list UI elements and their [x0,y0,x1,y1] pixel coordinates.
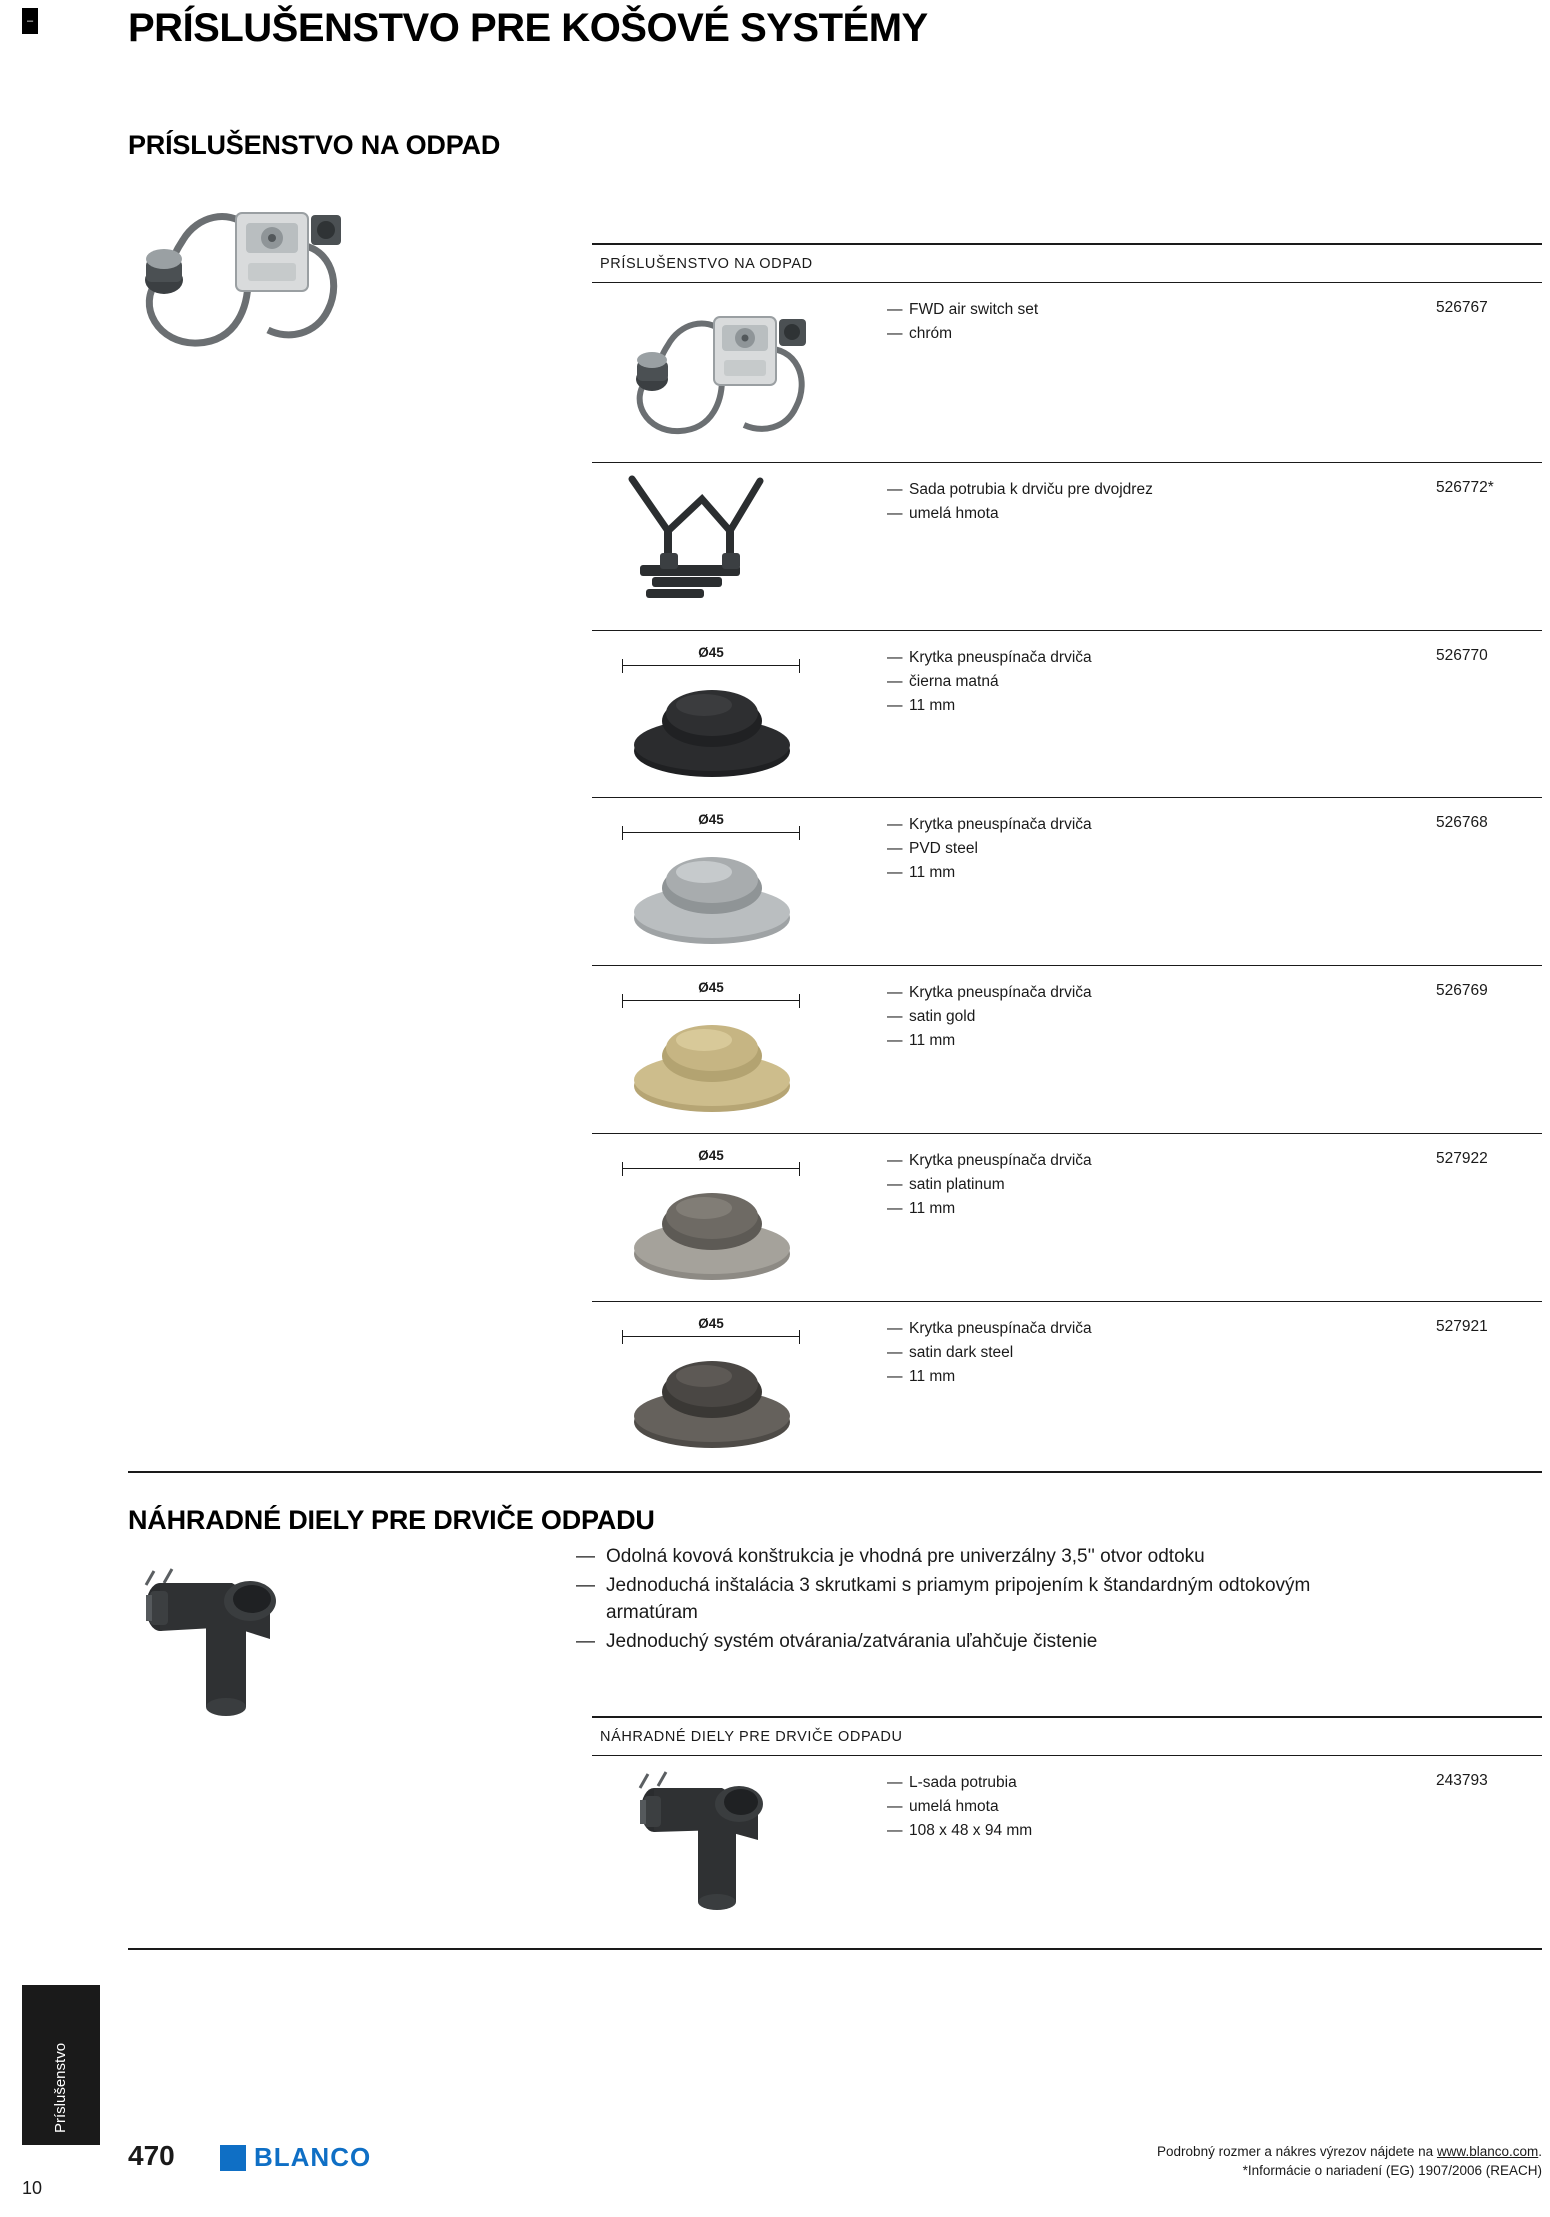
cap-satin-gold-icon [612,1008,812,1118]
dash: — [887,1774,903,1791]
row-description-cell [887,1756,1414,1925]
footnote-prefix: Podrobný rozmer a nákres výrezov nájdete na [1157,2144,1437,2159]
description-line [887,671,1414,693]
description-text: 11 mm [909,1368,956,1385]
row-description-cell [887,283,1414,462]
feature-item [576,1572,1396,1626]
table-row [592,282,1542,462]
description-text: Sada potrubia k drviču pre dvojdrez [909,481,1153,498]
row-image-cell [592,798,887,965]
dimension-label-group [622,812,800,834]
description-text: 108 x 48 x 94 mm [909,1822,1033,1839]
footnote-suffix: . [1538,2144,1542,2159]
product-code: 527922 [1436,1150,1488,1167]
row-description-cell [887,966,1414,1133]
chapter-number: 10 [22,2178,43,2198]
dash: — [887,1344,903,1361]
feature-text: Jednoduchá inštalácia 3 skrutkami s priamym pripojením k štandardným odtokovým armatúram [606,1575,1311,1623]
dash: — [887,301,903,318]
page-marker-label: – [26,14,34,27]
side-tab-label: Príslušenstvo [52,2042,69,2133]
row-image-cell [592,283,887,462]
cap-black-matt-icon [612,673,812,783]
l-pipe-set-icon [616,1762,846,1927]
description-line [887,323,1414,345]
description-text: umelá hmota [909,505,999,522]
row-description-cell [887,798,1414,965]
dimension-value: Ø45 [698,812,724,827]
section-title-waste-accessories: PRÍSLUŠENSTVO NA ODPAD [128,130,501,160]
description-line [887,982,1414,1004]
row-code-cell [1414,631,1542,797]
table-row [592,797,1542,965]
dash: — [887,481,903,498]
section-title-spare-parts: NÁHRADNÉ DIELY PRE DRVIČE ODPADU [128,1505,655,1535]
product-code: 526769 [1436,982,1488,999]
dimension-tick-left [622,1330,623,1344]
row-image-cell [592,463,887,630]
dash: — [887,840,903,857]
description-text: 11 mm [909,1032,956,1049]
table-row [592,1133,1542,1301]
description-text: satin gold [909,1008,976,1025]
feature-item [576,1628,1396,1655]
dash: — [576,1575,595,1596]
row-image-cell [592,1134,887,1301]
row-code-cell [1414,1134,1542,1301]
row-image-cell [592,631,887,797]
description-line [887,1198,1414,1220]
dimension-label-group [622,1148,800,1170]
product-code: 526770 [1436,647,1488,664]
table-row [592,462,1542,630]
row-code-cell [1414,1302,1542,1469]
description-line [887,299,1414,321]
table-row [592,1301,1542,1469]
page-number: 470 [128,2140,175,2171]
row-code-cell [1414,283,1542,462]
dimension-value: Ø45 [698,645,724,660]
dimension-value: Ø45 [698,1316,724,1331]
description-line [887,695,1414,717]
footnote-link[interactable]: www.blanco.com [1436,2144,1539,2159]
description-line [887,1796,1414,1818]
dash: — [887,1176,903,1193]
dimension-tick-right [799,826,800,840]
table-header-waste-accessories: PRÍSLUŠENSTVO NA ODPAD [600,256,813,272]
dash: — [887,505,903,522]
table-spare-parts [592,1716,1542,1925]
product-code: 526768 [1436,814,1488,831]
description-text: 11 mm [909,864,956,881]
description-text: satin platinum [909,1176,1005,1193]
row-code-cell [1414,798,1542,965]
dimension-value: Ø45 [698,980,724,995]
row-description-cell [887,631,1414,797]
description-line [887,862,1414,884]
dimension-label-group [622,1316,800,1338]
description-text: chróm [909,325,953,342]
dash: — [887,816,903,833]
dimension-tick-left [622,659,623,673]
product-code: 243793 [1436,1772,1488,1789]
feature-item [576,1543,1396,1570]
table-row [592,1755,1542,1925]
description-text: 11 mm [909,697,956,714]
description-text: Krytka pneuspínača drviča [909,1152,1092,1169]
row-code-cell [1414,966,1542,1133]
brand-name: BLANCO [254,2142,372,2172]
description-text: Krytka pneuspínača drviča [909,816,1092,833]
dash: — [887,984,903,1001]
description-line [887,1772,1414,1794]
description-text: Krytka pneuspínača drviča [909,1320,1092,1337]
air-switch-set-icon [610,291,860,461]
dimension-bar [622,1336,800,1337]
dimension-bar [622,1000,800,1001]
dash: — [887,1008,903,1025]
description-line [887,838,1414,860]
row-image-cell [592,1756,887,1925]
description-text: PVD steel [909,840,978,857]
description-line [887,1820,1414,1842]
pipe-set-icon [610,469,860,629]
hero-image-l-pipe-set [120,1555,310,1735]
dash: — [887,864,903,881]
page-marker [22,8,38,34]
dimension-tick-right [799,659,800,673]
table-row [592,965,1542,1133]
description-text: FWD air switch set [909,301,1039,318]
description-text: Krytka pneuspínača drviča [909,649,1092,666]
table-waste-accessories [592,243,1542,1469]
dash: — [887,673,903,690]
description-text: 11 mm [909,1200,956,1217]
dimension-bar [622,1168,800,1169]
table-row [592,630,1542,797]
dash: — [887,1368,903,1385]
dimension-tick-right [799,1162,800,1176]
product-code: 526772* [1436,479,1494,496]
dash: — [887,1320,903,1337]
dash: — [887,1822,903,1839]
table-header-spare-parts: NÁHRADNÉ DIELY PRE DRVIČE ODPADU [600,1729,903,1745]
description-text: čierna matná [909,673,999,690]
description-line [887,1174,1414,1196]
description-line [887,1150,1414,1172]
description-line [887,479,1414,501]
dash: — [887,1200,903,1217]
footnotes [842,2142,1542,2180]
row-code-cell [1414,463,1542,630]
dash: — [887,325,903,342]
description-line [887,1366,1414,1388]
dimension-tick-left [622,994,623,1008]
row-code-cell [1414,1756,1542,1925]
product-code: 527921 [1436,1318,1488,1335]
dimension-tick-left [622,826,623,840]
brand-logo [220,2142,371,2173]
row-description-cell [887,463,1414,630]
description-line [887,1318,1414,1340]
feature-list [576,1543,1396,1657]
dimension-label-group [622,980,800,1002]
description-line [887,647,1414,669]
cap-satin-dark-steel-icon [612,1344,812,1454]
brand-mark-icon [220,2145,246,2171]
dimension-tick-right [799,994,800,1008]
description-line [887,503,1414,525]
description-line [887,1030,1414,1052]
dash: — [887,697,903,714]
description-line [887,1342,1414,1364]
feature-text: Jednoduchý systém otvárania/zatvárania uľahčuje čistenie [606,1631,1098,1652]
footnote-website [842,2142,1542,2161]
dash: — [887,1152,903,1169]
dimension-tick-left [622,1162,623,1176]
cap-satin-platinum-icon [612,1176,812,1286]
dimension-tick-right [799,1330,800,1344]
dimension-value: Ø45 [698,1148,724,1163]
description-text: Krytka pneuspínača drviča [909,984,1092,1001]
dimension-bar [622,665,800,666]
row-description-cell [887,1302,1414,1469]
hero-image-air-switch-set [128,185,358,360]
side-tab-chapter [22,1985,100,2145]
footnote-reach: *Informácie o nariadení (EG) 1907/2006 (REACH) [1242,2163,1542,2178]
description-text: umelá hmota [909,1798,999,1815]
dash: — [576,1546,595,1567]
feature-text: Odolná kovová konštrukcia je vhodná pre univerzálny 3,5'' otvor odtoku [606,1546,1205,1567]
description-text: L-sada potrubia [909,1774,1017,1791]
page-title: PRÍSLUŠENSTVO PRE KOŠOVÉ SYSTÉMY [128,6,928,50]
row-image-cell [592,1302,887,1469]
dash: — [887,1032,903,1049]
dimension-label-group [622,645,800,667]
cap-pvd-steel-icon [612,840,812,950]
dash: — [887,649,903,666]
section1-bottom-rule [128,1471,1542,1473]
dimension-bar [622,832,800,833]
dash: — [887,1798,903,1815]
description-line [887,1006,1414,1028]
row-image-cell [592,966,887,1133]
product-code: 526767 [1436,299,1488,316]
row-description-cell [887,1134,1414,1301]
description-line [887,814,1414,836]
footer-rule [128,1948,1542,1950]
description-text: satin dark steel [909,1344,1014,1361]
dash: — [576,1631,595,1652]
